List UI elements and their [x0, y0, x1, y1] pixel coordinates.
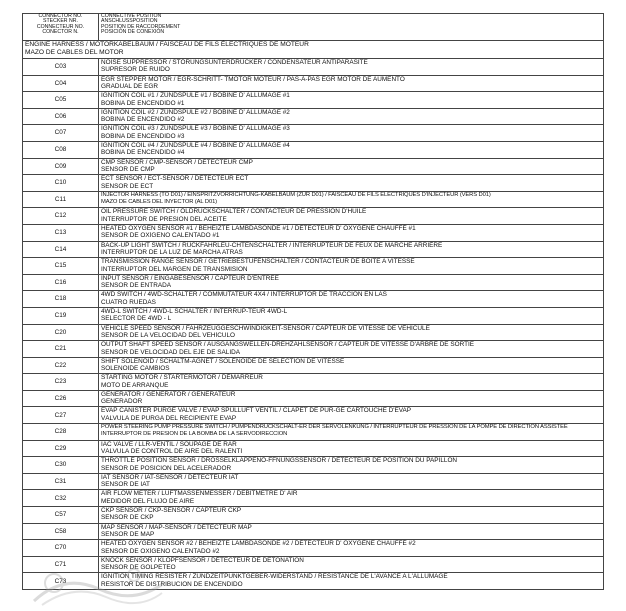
connector-description	[99, 141, 604, 158]
description-line: VÁLVULA DE CONTROL DE AIRE DEL RALENTÍ	[101, 448, 243, 456]
description-line: TRANSMISSION RANGE SENSOR / GETRIEBESTUFENSCHALTER / CONTACTEUR DE BOITE A VITESSE	[101, 258, 415, 266]
table-row	[23, 490, 604, 507]
connector-code: C16	[23, 274, 99, 291]
description-line: SUPRESOR DE RUIDO	[101, 66, 170, 74]
description-line: INTERRUPTOR DEL MARGEN DE TRANSMISIÓN	[101, 265, 248, 273]
connector-description	[99, 324, 604, 341]
description-line: CUATRO RUEDAS	[101, 298, 156, 306]
connector-description	[99, 374, 604, 391]
connector-code: C73	[23, 573, 99, 590]
connector-code: C03	[23, 59, 99, 76]
table-row	[23, 573, 604, 590]
connector-description	[99, 92, 604, 109]
section-title-line: MAZO DE CABLES DEL MOTOR	[25, 48, 124, 56]
connector-table	[22, 13, 604, 590]
description-line: SENSOR DE POSICIÓN DEL ACELERADOR	[101, 464, 232, 472]
connector-code: C71	[23, 556, 99, 573]
connector-description	[99, 523, 604, 540]
description-line: KNOCK SENSOR / KLOPFSENSOR / DÉTECTEUR DE DETONATION	[101, 556, 304, 564]
description-line: BOBINA DE ENCENDIDO #1	[101, 99, 185, 107]
description-line: GRADUAL DE EGR	[101, 83, 158, 90]
description-line: VEHICLE SPEED SENSOR / FAHRZEUGGESCHWINDIGKEIT-SENSOR / CAPTEUR DE VITESSE DE VÉHICULE	[101, 324, 430, 332]
description-line: SENSOR DE IAT	[101, 481, 150, 489]
description-line: 4WD SWITCH / 4WD-SCHALTER / COMMUTATEUR 4X4 / INTERRUPTOR DE TRACCIÓN EN LAS	[101, 291, 387, 299]
connector-code: C15	[23, 258, 99, 275]
description-line: BOBINA DE ENCENDIDO #2	[101, 116, 185, 124]
description-line: POWER STEERING PUMP PRESSURE SWITCH / PUMPENDRUCKSCHALT-ER DER SERVOLENKUNG / INTERRUPTEUR DE PRESSION DE LA POMPE DE DIRECTION ASSISTÉE	[101, 424, 568, 431]
description-line: GENERADOR	[101, 398, 143, 406]
description-line: IGNITION TIMING RESISTER / ZÜNDZEITPUNKTGEBER-WIDERSTAND / RESISTANCE DE L'AVANCE A L'ALLUMAGE	[101, 573, 448, 581]
description-line: OUTPUT SHAFT SPEED SENSOR / AUSGANGSWELLEN-DREHZAHLSENSOR / CAPTEUR DE VITESSE D'ARBRE DE SORTIE	[101, 341, 475, 349]
description-line: SENSOR DE GOLPETEO	[101, 564, 176, 572]
section-title	[23, 41, 604, 59]
connector-description	[99, 540, 604, 557]
connector-description	[99, 191, 604, 208]
table-row	[23, 307, 604, 324]
description-line: IGNITION COIL #1 / ZÜNDSPULE #1 / BOBINE D' ALLUMAGE #1	[101, 92, 290, 100]
connector-code: C58	[23, 523, 99, 540]
connector-description	[99, 457, 604, 474]
table-row	[23, 324, 604, 341]
connector-code: C22	[23, 357, 99, 374]
connector-description	[99, 507, 604, 524]
description-line: INPUT SENSOR / EINGABESENSOR / CAPTEUR D'ENTREE	[101, 274, 279, 282]
connector-code: C06	[23, 108, 99, 125]
header-line: STECKER NR.	[43, 18, 78, 25]
connector-code: C13	[23, 224, 99, 241]
connector-table-sheet	[22, 13, 603, 590]
header-line: POSITION DE RACCORDEMENT	[101, 23, 181, 30]
connector-description	[99, 59, 604, 76]
description-line: SOLENOIDE CAMBIOS	[101, 365, 170, 373]
header-line: CONNECTEUR NO.	[36, 23, 85, 30]
description-line: CMP SENSOR / CMP-SENSOR / DÉTECTEUR CMP	[101, 158, 253, 166]
description-line: IGNITION COIL #3 / ZÜNDSPULE #3 / BOBINE D' ALLUMAGE #3	[101, 125, 290, 133]
description-line: 4WD-L SWITCH / 4WD-L SCHALTER / INTERRUP-TEUR 4WD-L	[101, 307, 288, 315]
connector-description	[99, 241, 604, 258]
table-row	[23, 507, 604, 524]
table-row	[23, 357, 604, 374]
description-line: SENSOR DE ENTRADA	[101, 282, 171, 290]
description-line: EGR STEPPER MOTOR / EGR-SCHRITT- TMOTOR MOTEUR / PAS-À-PAS EGR MOTOR DE AUMENTO	[101, 75, 405, 83]
table-row	[23, 141, 604, 158]
description-line: HEATED OXYGEN SENSOR #2 / BEHEIZTE LAMBDASONDE #2 / DÉTECTEUR D' OXYGÈNE CHAUFFÉ #2	[101, 540, 416, 548]
description-line: BACK-UP LIGHT SWITCH / RÜCKFAHRLEU-CHTENSCHALTER / INTERRUPTEUR DE FEUX DE MARCHE ARRIÈRE	[101, 241, 443, 249]
connector-description	[99, 357, 604, 374]
connector-code: C29	[23, 440, 99, 457]
table-row	[23, 125, 604, 142]
description-line: IGNITION COIL #4 / ZÜNDSPULE #4 / BOBINE D' ALLUMAGE #4	[101, 141, 290, 149]
connector-code: C31	[23, 473, 99, 490]
connector-code: C07	[23, 125, 99, 142]
description-line: MAP SENSOR / MAP-SENSOR / DÉTECTEUR MAP	[101, 523, 252, 531]
table-row	[23, 457, 604, 474]
table-row	[23, 424, 604, 441]
description-line: MAZO DE CABLES DEL INYECTOR (AL D01)	[101, 199, 218, 206]
table-row	[23, 191, 604, 208]
connector-code: C05	[23, 92, 99, 109]
table-row	[23, 523, 604, 540]
description-line: SENSOR DE VELOCIDAD DEL EJE DE SALIDA	[101, 348, 240, 356]
connector-description	[99, 258, 604, 275]
connector-description	[99, 407, 604, 424]
table-row	[23, 208, 604, 225]
connector-description	[99, 440, 604, 457]
connector-code: C32	[23, 490, 99, 507]
table-row	[23, 158, 604, 175]
connector-code: C09	[23, 158, 99, 175]
table-row	[23, 540, 604, 557]
description-line: INTERRUPTOR DE PRESIÓN DE LA BOMBA DE LA SERVODIRECCIÓN	[101, 431, 288, 438]
table-header-row	[23, 14, 604, 41]
connector-code: C11	[23, 191, 99, 208]
connector-description	[99, 473, 604, 490]
connector-code: C14	[23, 241, 99, 258]
connector-code: C23	[23, 374, 99, 391]
header-line: CONECTOR N.	[42, 29, 79, 36]
connector-code: C70	[23, 540, 99, 557]
table-row	[23, 407, 604, 424]
description-line: INJECTOR HARNESS (TO D01) / EINSPRITZVORRICHTUNG-KABELBAUM (ZUR D01) / FAISCEAU DE FILS ÉLECTRIQUES D'INJECTEUR (VERS D01)	[101, 191, 491, 198]
connector-number-header	[23, 14, 99, 41]
description-line: RESISTOR DE DISTRIBUCIÓN DE ENCENDIDO	[101, 580, 243, 588]
table-row	[23, 390, 604, 407]
description-line: NOISE SUPPRESSOR / STÖRUNGSUNTERDRÜCKER / CONDENSATEUR ANTIPARASITE	[101, 59, 368, 66]
connector-code: C27	[23, 407, 99, 424]
connector-description	[99, 125, 604, 142]
connector-code: C10	[23, 175, 99, 192]
header-line: CONNECTIVE POSITION	[101, 13, 162, 19]
connector-code: C18	[23, 291, 99, 308]
connector-code: C08	[23, 141, 99, 158]
description-line: STARTING MOTOR / STARTERMOTOR / DÉMARREUR	[101, 374, 263, 382]
description-line: SENSOR DE CMP	[101, 165, 155, 173]
description-line: SENSOR DE LA VELOCIDAD DEL VEHÍCULO	[101, 331, 236, 339]
connector-description	[99, 224, 604, 241]
table-row	[23, 108, 604, 125]
description-line: ECT SENSOR / ECT-SENSOR / DÉTECTEUR ECT	[101, 175, 249, 183]
connector-code: C30	[23, 457, 99, 474]
description-line: SHIFT SOLENOID / SCHALTM-AGNET / SOLÉNOÏDE DE SÉLECTION DE VITESSE	[101, 357, 345, 365]
table-row	[23, 556, 604, 573]
description-line: IAT SENSOR / IAT-SENSOR / DÉTECTEUR IAT	[101, 473, 239, 481]
connector-description	[99, 158, 604, 175]
table-row	[23, 75, 604, 92]
description-line: THROTTLE POSITION SENSOR / DROSSELKLAPPENÖ-FFNUNGSSENSOR / DÉTECTEUR DE POSITION DU PAPILLON	[101, 457, 458, 465]
description-line: HEATED OXYGEN SENSOR #1 / BEHEIZTE LAMBDASONDE #1 / DÉTECTEUR D' OXYGÈNE CHAUFFÉ #1	[101, 224, 416, 232]
connector-code: C28	[23, 424, 99, 441]
connector-description	[99, 108, 604, 125]
connector-description	[99, 208, 604, 225]
table-row	[23, 175, 604, 192]
description-line: EVAP CANISTER PURGE VALVE / EVAP SPÜLLUFT VENTIL / CLAPET DE PUR-GE CARTOUCHE D'EVAP	[101, 407, 412, 415]
description-line: SENSOR DE OXÍGENO CALENTADO #2	[101, 547, 220, 555]
section-title-line: ENGINE HARNESS / MOTORKABELBAUM / FAISCEAU DE FILS ÉLECTRIQUES DE MOTEUR	[25, 41, 309, 48]
table-row	[23, 473, 604, 490]
connector-description	[99, 307, 604, 324]
table-row	[23, 224, 604, 241]
description-line: BOBINA DE ENCENDIDO #4	[101, 149, 185, 157]
connective-position-header	[99, 14, 604, 41]
description-line: INTERRUPTOR DE LA LUZ DE MARCHA ATRÁS	[101, 248, 243, 256]
description-line: SENSOR DE CKP	[101, 514, 154, 522]
description-line: OIL PRESSURE SWITCH / ÖLDRUCKSCHALTER / CONTACTEUR DE PRESSION D'HUILE	[101, 208, 367, 216]
connector-code: C20	[23, 324, 99, 341]
table-row	[23, 274, 604, 291]
connector-code: C57	[23, 507, 99, 524]
header-line: ANSCHLUSSPOSITION	[101, 18, 158, 25]
table-row	[23, 291, 604, 308]
description-line: SENSOR DE ECT	[101, 182, 154, 190]
connector-description	[99, 274, 604, 291]
connector-description	[99, 490, 604, 507]
connector-code: C21	[23, 341, 99, 358]
table-row	[23, 440, 604, 457]
connector-code: C12	[23, 208, 99, 225]
description-line: IAC VALVE / LLR-VENTIL / SOUPAGE DE RAR	[101, 440, 237, 448]
connector-description	[99, 390, 604, 407]
connector-description	[99, 75, 604, 92]
table-row	[23, 341, 604, 358]
connector-description	[99, 573, 604, 590]
description-line: INTERRUPTOR DE PRESIÓN DEL ACEITE	[101, 215, 227, 223]
description-line: GENERATOR / GENERATOR / GENERATEUR	[101, 390, 236, 398]
description-line: MEDIDOR DEL FLUJO DE AIRE	[101, 497, 195, 505]
description-line: AIR FLOW METER / LUFTMASSENMESSER / DEBITMETRE D' AIR	[101, 490, 298, 498]
table-row	[23, 374, 604, 391]
section-title-row	[23, 41, 604, 59]
description-line: BOBINA DE ENCENDIDO #3	[101, 132, 185, 140]
connector-description	[99, 341, 604, 358]
description-line: CKP SENSOR / CKP-SENSOR / CAPTEUR CKP	[101, 507, 242, 515]
description-line: SENSOR DE OXÍGENO CALENTADO #1	[101, 232, 220, 240]
table-row	[23, 92, 604, 109]
connector-description	[99, 291, 604, 308]
description-line: VÁLVULA DE PURGA DEL RECIPIENTE EVAP	[101, 414, 237, 422]
description-line: MOTO DE ARRANQUE	[101, 381, 169, 389]
header-line: POSICIÓN DE CONEXIÓN	[101, 29, 165, 36]
connector-description	[99, 556, 604, 573]
table-row	[23, 258, 604, 275]
connector-description	[99, 424, 604, 441]
table-row	[23, 241, 604, 258]
connector-description	[99, 175, 604, 192]
connector-code: C26	[23, 390, 99, 407]
connector-code: C04	[23, 75, 99, 92]
description-line: IGNITION COIL #2 / ZÜNDSPULE #2 / BOBINE D' ALLUMAGE #2	[101, 108, 290, 116]
header-line: CONNECTOR NO.	[38, 13, 83, 19]
description-line: SELECTOR DE 4WD - L	[101, 315, 172, 323]
connector-code: C19	[23, 307, 99, 324]
description-line: SENSOR DE MAP	[101, 531, 155, 539]
table-row	[23, 59, 604, 76]
